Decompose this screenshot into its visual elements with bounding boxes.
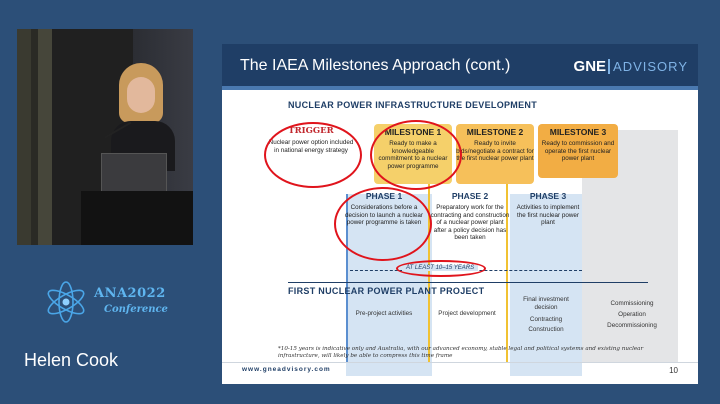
milestone-2-heading: MILESTONE 2 [466,127,524,137]
slide-title: The IAEA Milestones Approach (cont.) [240,57,511,74]
logo-suffix: ADVISORY [608,59,688,74]
section-project-heading: FIRST NUCLEAR POWER PLANT PROJECT [288,286,485,296]
milestone-1-highlight-circle [370,120,462,190]
phase-3 [512,191,584,227]
speaker-face [127,77,155,113]
milestone-3-box [538,124,618,178]
phase-2-heading: PHASE 2 [451,191,489,201]
phase-3-text: Activities to implement the first nuclear power plant [516,204,580,227]
milestone-3-heading: MILESTONE 3 [549,127,607,137]
presentation-slide [222,44,698,384]
construction: Construction [528,326,564,333]
decommissioning: Decommissioning [607,322,657,329]
final-investment-decision: Final investment decision [523,296,569,311]
timeframe-label: AT LEAST 10–15 YEARS [402,265,478,271]
pre-project-activities: Pre-project activities [355,310,413,317]
speaker-video [17,29,193,245]
trigger-text: Nuclear power option included in national energy strategy [268,139,354,154]
milestone-3-text: Ready to commission and operate the first nuclear power plant [541,140,615,163]
conference-subtitle: Conference [104,304,168,315]
logo-brand: GNE [573,58,607,75]
footer-divider [222,362,698,363]
milestone-1-text: Ready to make a knowledgeable commitment to a nuclear power programme [378,140,448,170]
conference-logo [42,278,192,326]
atom-icon [44,280,88,324]
trigger-heading: TRIGGER [288,126,334,136]
trigger-highlight-circle [264,122,362,188]
timeframe-highlight-circle [396,260,486,277]
podium [81,191,193,245]
phase-2-text: Preparatory work for the contracting and construction of a nuclear power plant after a policy decision has been taken [430,204,510,242]
page-number: 10 [669,366,678,375]
phase-3-heading: PHASE 3 [529,191,567,201]
gne-logo [574,58,688,75]
conference-title: ANA2022 [94,286,166,301]
laptop [101,153,167,195]
commissioning: Commissioning [610,300,654,307]
phase-1-highlight-circle [334,187,432,261]
footnote: *10-15 years is indicative only and Australia, with our advanced economy, stable legal and political systems and existing nuclear infrastructure, will likely be able to compress this time frame [278,346,644,359]
header-stripe [222,86,698,90]
section-divider [288,282,648,283]
phase-1-heading: PHASE 1 [365,191,403,201]
operation: Operation [618,311,646,318]
phase-1-text: Considerations before a decision to launch a nuclear power programme is taken [344,204,424,227]
slide-header [222,44,698,90]
speaker-name: Helen Cook [24,350,119,370]
milestone-2-box [456,124,534,184]
footer-url: www.gneadvisory.com [242,366,331,373]
phase-2 [430,191,510,242]
contracting: Contracting [529,316,563,323]
project-development: Project development [438,310,496,317]
milestone-1-heading: MILESTONE 1 [384,127,442,137]
milestone-2-text: Ready to invite bids/negotiate a contract for the first nuclear power plant [456,140,534,163]
section-infrastructure-heading: NUCLEAR POWER INFRASTRUCTURE DEVELOPMENT [288,100,538,110]
